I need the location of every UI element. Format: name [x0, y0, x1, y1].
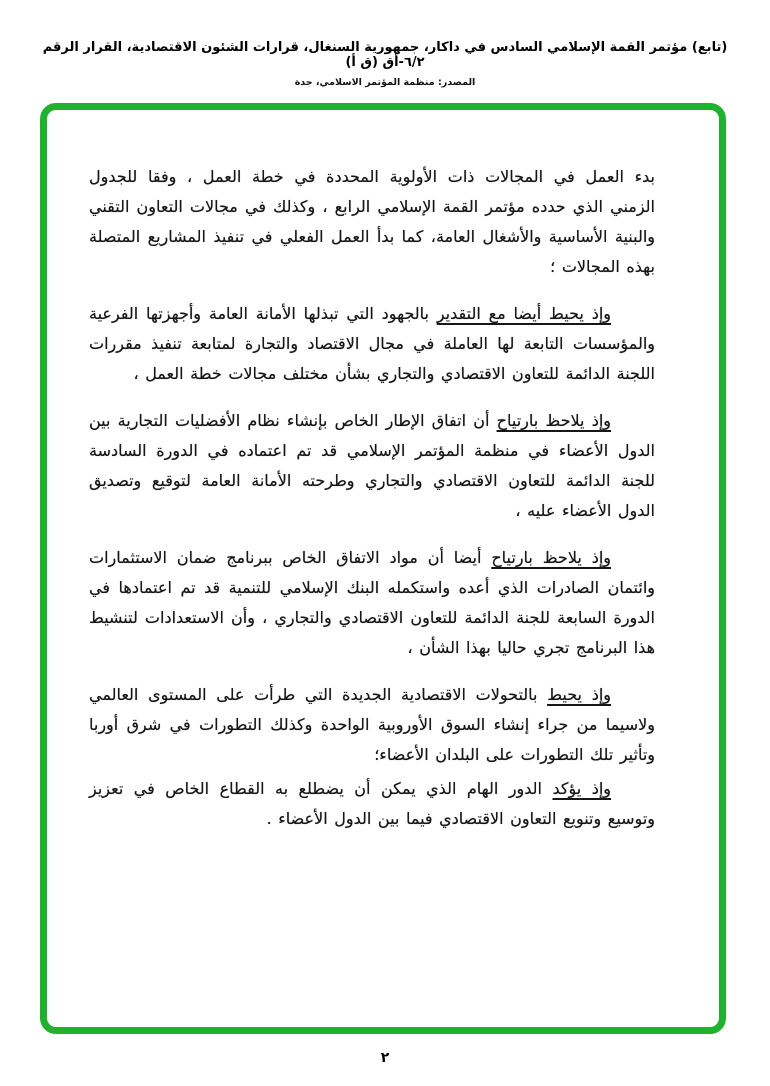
paragraph-6-lead: وإذ يؤكد — [552, 779, 611, 798]
paragraph-3-lead: وإذ يلاحظ بارتياح — [496, 411, 612, 430]
paragraph-4-lead: وإذ يلاحظ بارتياح — [491, 548, 611, 567]
page-number: ٢ — [380, 1050, 390, 1066]
paragraph-6-text: الدور الهام الذي يمكن أن يضطلع به القطاع الخاص في تعزيز وتوسيع وتنويع التعاون الاقتصادي فيما بين الدول الأعضاء . — [89, 779, 655, 828]
paragraph-5-text: بالتحولات الاقتصادية الجديدة التي طرأت على المستوى العالمي ولاسيما من جراء إنشاء السوق الأوروبية الواحدة وكذلك التطورات في شرق أوربا وتأثير تلك التطورات على البلدان الأعضاء؛ — [89, 685, 655, 764]
green-border-frame — [40, 103, 726, 1034]
paragraph-2 — [89, 299, 655, 389]
paragraph-4 — [89, 543, 655, 663]
paragraph-5 — [89, 680, 655, 770]
paragraph-2-text: بالجهود التي تبذلها الأمانة العامة وأجهزتها الفرعية والمؤسسات التابعة لها العاملة في مجال الاقتصاد والتجارة لمتابعة تنفيذ مقررات اللجنة الدائمة للتعاون الاقتصادي والتجاري بشأن مختلف مجالات خطة العمل ، — [89, 304, 655, 383]
paragraph-3 — [89, 406, 655, 526]
document-header — [0, 0, 770, 88]
paragraph-6 — [89, 774, 655, 834]
paragraph-5-lead: وإذ يحيط — [547, 685, 611, 704]
paragraph-3-text: أن اتفاق الإطار الخاص بإنشاء نظام الأفضليات التجارية بين الدول الأعضاء في منظمة المؤتمر الإسلامي قد تم اعتماده في الدورة السادسة للجنة الدائمة للتعاون الاقتصادي والتجاري وطرحته الأمانة العامة لتوقيع وتصديق الدول الأعضاء عليه ، — [89, 411, 655, 520]
paragraph-4-text: أيضا أن مواد الاتفاق الخاص ببرنامج ضمان الاستثمارات وائتمان الصادرات الذي أعده واستكمله البنك الإسلامي للتنمية قد تم اعتمادها في الدورة السابعة للجنة الدائمة للتعاون الاقتصادي والتجاري ، وأن الاستعدادات لتنشيط هذا البرنامج تجري حاليا بهذا الشأن ، — [89, 548, 655, 657]
paragraph-1-text: بدء العمل في المجالات ذات الأولوية المحددة في خطة العمل ، وفقا للجدول الزمني الذي حدده مؤتمر القمة الإسلامي الرابع ، وكذلك في مجالات التعاون التقني والبنية الأساسية والأشغال العامة، كما بدأ العمل الفعلي في تنفيذ المشاريع المتصلة بهذه المجالات ؛ — [89, 167, 655, 276]
header-title: (تابع) مؤتمر القمة الإسلامي السادس في داكار، جمهورية السنغال، قرارات الشئون الاقتصادية، القرار الرقم ٦/٢-أق (ق أ) — [42, 40, 728, 70]
paragraph-1 — [89, 162, 655, 282]
paragraph-2-lead: وإذ يحيط أيضا مع التقدير — [436, 304, 612, 323]
header-source: المصدر: منظمة المؤتمر الاسلامي، جدة — [294, 77, 476, 88]
